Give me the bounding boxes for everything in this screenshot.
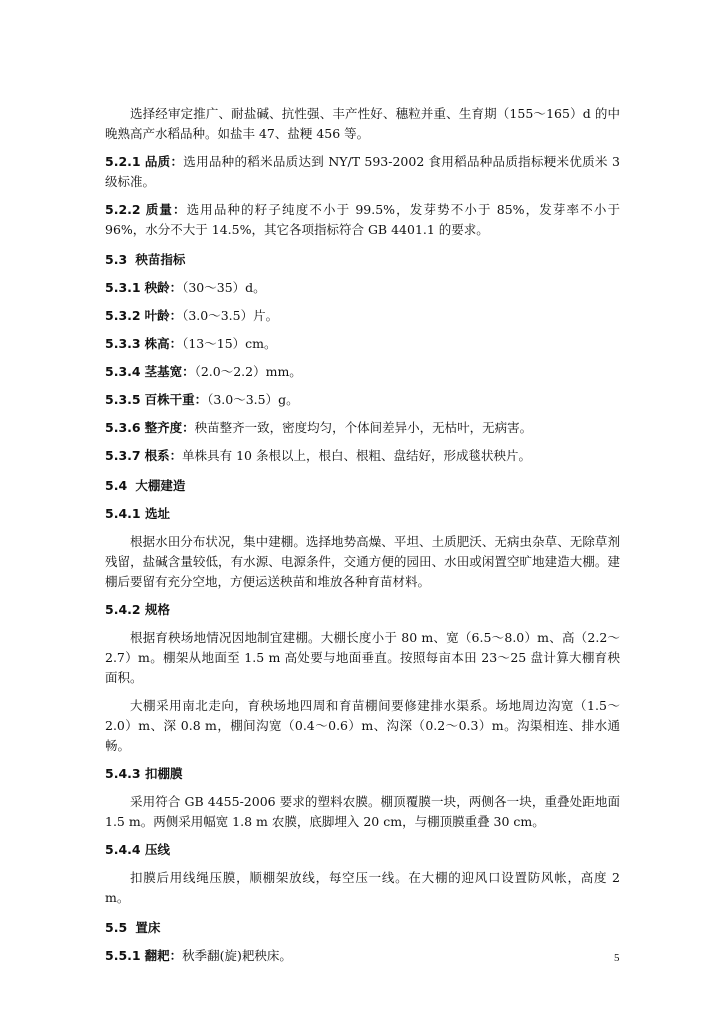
clause-text: 秋季翻(旋)耙秧床。 — [182, 948, 292, 963]
clause-5-5-1 — [105, 946, 620, 966]
subsection-5-4-1-heading — [105, 504, 620, 524]
clause-term: 根系： — [144, 448, 183, 463]
clause-term: 质量： — [145, 202, 187, 217]
clause-number: 5.3.4 — [105, 364, 141, 379]
subsection-title: 扣棚膜 — [144, 766, 183, 781]
clause-term: 叶龄： — [144, 308, 183, 323]
subsection-5-4-4-text: 扣膜后用线绳压膜，顺棚架放线，每空压一线。在大棚的迎风口设置防风帐，高度 2 m。 — [105, 870, 620, 905]
section-number: 5.4 — [105, 478, 128, 493]
section-title: 置床 — [135, 920, 161, 935]
subsection-5-4-1-text: 根据水田分布状况，集中建棚。选择地势高燥、平坦、土质肥沃、无病虫杂草、无除草剂残留，盐碱含量较低，有水源、电源条件，交通方便的园田、水田或闲置空旷地建造大棚。建棚后要留有充分空地，方便运送秧苗和堆放各种育苗材料。 — [105, 534, 620, 589]
clause-text: （3.0～3.5）g。 — [207, 392, 299, 407]
clause-5-2-2 — [105, 200, 620, 240]
clause-text: （30～35）d。 — [182, 280, 266, 295]
clause-5-3-5 — [105, 390, 620, 410]
clause-5-2-1 — [105, 152, 620, 192]
clause-text: 选用品种的籽子纯度不小于 99.5%，发芽势不小于 85%，发芽率不小于 96%，水分不大于 14.5%，其它各项指标符合 GB 4401.1 的要求。 — [105, 202, 620, 237]
clause-text: （2.0～2.2）mm。 — [194, 364, 302, 379]
section-title: 大棚建造 — [135, 478, 186, 493]
clause-text: （3.0～3.5）片。 — [182, 308, 279, 323]
subsection-title: 选址 — [144, 506, 170, 521]
section-number: 5.3 — [105, 252, 128, 267]
clause-number: 5.2.1 — [105, 154, 141, 169]
subsection-5-4-2-text-2: 大棚采用南北走向，育秧场地四周和育苗棚间要修建排水渠系。场地周边沟宽（1.5～2.0）m、深 0.8 m，棚间沟宽（0.4～0.6）m、沟深（0.2～0.3）m。沟渠相连、排水通畅。 — [105, 698, 620, 753]
clause-number: 5.3.5 — [105, 392, 141, 407]
subsection-5-4-4-heading — [105, 840, 620, 860]
clause-number: 5.3.3 — [105, 336, 141, 351]
clause-number: 5.3.2 — [105, 308, 141, 323]
section-number: 5.5 — [105, 920, 128, 935]
clause-5-3-1 — [105, 278, 620, 298]
subsection-number: 5.4.3 — [105, 766, 141, 781]
subsection-5-4-3-heading — [105, 764, 620, 784]
clause-term: 品质： — [144, 154, 184, 169]
clause-number: 5.2.2 — [105, 202, 141, 217]
subsection-number: 5.4.4 — [105, 842, 141, 857]
subsection-number: 5.4.1 — [105, 506, 141, 521]
subsection-number: 5.4.2 — [105, 602, 141, 617]
subsection-5-4-2-text-1: 根据育秧场地情况因地制宜建棚。大棚长度小于 80 m、宽（6.5～8.0）m、高（2.2～2.7）m。棚架从地面至 1.5 m 高处要与地面垂直。按照每亩本田 23～25 盘计算大棚育秧面积。 — [105, 630, 620, 685]
section-5-5-heading — [105, 918, 620, 938]
subsection-5-4-3-text: 采用符合 GB 4455-2006 要求的塑料农膜。棚顶覆膜一块，两侧各一块，重叠处距地面 1.5 m。两侧采用幅宽 1.8 m 农膜，底脚埋入 20 cm，与棚顶膜重叠 30 cm。 — [105, 794, 620, 829]
clause-text: （13～15）cm。 — [182, 336, 277, 351]
clause-term: 茎基宽： — [144, 364, 195, 379]
section-title: 秧苗指标 — [135, 252, 186, 267]
clause-term: 整齐度： — [144, 420, 195, 435]
clause-term: 株高： — [144, 336, 183, 351]
clause-number: 5.3.6 — [105, 420, 141, 435]
subsection-title: 压线 — [144, 842, 170, 857]
page-number: 5 — [614, 952, 620, 964]
section-5-4-heading — [105, 476, 620, 496]
clause-5-3-3 — [105, 334, 620, 354]
clause-5-3-4 — [105, 362, 620, 382]
clause-5-3-7 — [105, 446, 620, 466]
clause-text: 单株具有 10 条根以上，根白、根粗、盘结好，形成毯状秧片。 — [182, 448, 531, 463]
clause-number: 5.5.1 — [105, 948, 141, 963]
clause-term: 百株干重： — [144, 392, 208, 407]
subsection-title: 规格 — [144, 602, 170, 617]
clause-text: 秧苗整齐一致，密度均匀，个体间差异小，无枯叶，无病害。 — [194, 420, 533, 435]
clause-text: 选用品种的稻米品质达到 NY/T 593-2002 食用稻品种品质指标粳米优质米 3 级标准。 — [105, 154, 620, 189]
clause-term: 翻耙： — [144, 948, 183, 963]
clause-term: 秧龄： — [144, 280, 183, 295]
section-5-3-heading — [105, 250, 620, 270]
intro-paragraph: 选择经审定推广、耐盐碱、抗性强、丰产性好、穗粒并重、生育期（155～165）d 的中晚熟高产水稻品种。如盐丰 47、盐粳 456 等。 — [105, 106, 620, 141]
clause-number: 5.3.1 — [105, 280, 141, 295]
clause-number: 5.3.7 — [105, 448, 141, 463]
subsection-5-4-2-heading — [105, 600, 620, 620]
page-content — [105, 104, 620, 966]
clause-5-3-6 — [105, 418, 620, 438]
clause-5-3-2 — [105, 306, 620, 326]
